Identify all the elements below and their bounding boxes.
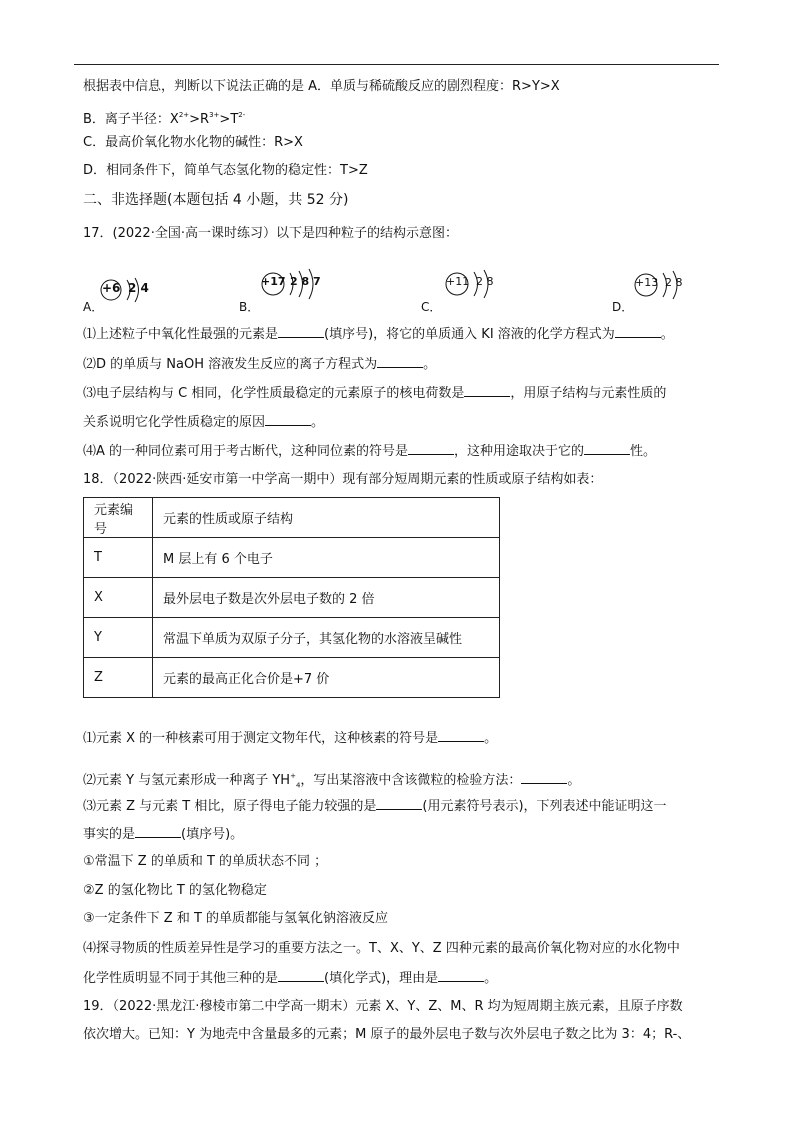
table-row [84,578,500,618]
option-d: D．相同条件下，简单气态氢化物的稳定性：T>Z [83,163,368,178]
section-title: 二、非选择题(本题包括 4 小题，共 52 分) [83,192,349,208]
answer-blank[interactable] [521,771,567,784]
answer-blank[interactable] [438,969,484,982]
q17-part2: ⑵D 的单质与 NaOH 溶液发生反应的离子方程式为 。 [83,357,437,372]
table-cell: X [84,578,153,618]
table-row [84,618,500,658]
answer-blank[interactable] [376,797,422,810]
table-cell: 最外层电子数是次外层电子数的 2 倍 [153,578,500,618]
table-cell: 常温下单质为双原子分子，其氢化物的水溶液呈碱性 [153,618,500,658]
table-cell: 元素的最高正化合价是+7 价 [153,658,500,698]
q18-part4-cont: 化学性质明显不同于其他三种的是 (填化学式)，理由是 。 [83,971,498,986]
answer-blank[interactable] [438,729,484,742]
q18-option-3: ③一定条件下 Z 和 T 的单质都能与氢氧化钠溶液反应 [83,911,389,926]
atom-diagram-b: B． +17 2 8 7 [239,268,329,316]
q17-part4: ⑷A 的一种同位素可用于考古断代，这种同位素的符号是 ，这种用途取决于它的 性。 [83,444,657,459]
table-header-row [84,498,500,538]
atom-diagram-c: C． +11 2 8 [421,268,511,316]
table-header-cell: 元素的性质或原子结构 [153,498,500,538]
answer-blank[interactable] [278,325,324,338]
table-header-cell: 元素编号 [84,498,153,538]
atom-diagram-d: D． +13 2 8 [612,268,702,316]
q17-part1: ⑴上述粒子中氧化性最强的元素是 (填序号)，将它的单质通入 KI 溶液的化学方程式为 。 [83,327,674,342]
q17-part3-cont: 关系说明它化学性质稳定的原因 。 [83,415,325,430]
table-row [84,658,500,698]
table-cell: Z [84,658,153,698]
answer-blank[interactable] [265,413,311,426]
option-b: B．离子半径：$X^{2+}>R^{3+}>T^{2-}$ [83,111,246,127]
answer-blank[interactable] [464,384,510,397]
q18-part3: ⑶元素 Z 与元素 T 相比，原子得电子能力较强的是 (用元素符号表示)，下列表述中能证明这一 [83,799,667,814]
q18-option-2: ②Z 的氢化物比 T 的氢化物稳定 [83,883,267,898]
element-table [83,497,500,698]
table-row [84,538,500,578]
header-rule [74,64,719,65]
table-cell: T [84,538,153,578]
table-cell: M 层上有 6 个电子 [153,538,500,578]
q18-part4: ⑷探寻物质的性质差异性是学习的重要方法之一。T、X、Y、Z 四种元素的最高价氧化物对应的水化物中 [83,941,680,956]
answer-blank[interactable] [135,825,181,838]
q17-part3: ⑶电子层结构与 C 相同，化学性质最稳定的元素原子的核电荷数是 ，用原子结构与元素性质的 [83,386,667,401]
answer-blank[interactable] [408,442,454,455]
q17-stem: 17．(2022·全国·高一课时练习）以下是四种粒子的结构示意图： [83,226,458,241]
q18-part3-cont: 事实的是 (填序号)。 [83,827,244,842]
table-cell: Y [84,618,153,658]
answer-blank[interactable] [377,355,423,368]
atom-diagram-a: A． +6 2 4 [83,276,163,316]
answer-blank[interactable] [278,969,324,982]
q19-line1: 19．（2022·黑龙江·穆棱市第二中学高一期末）元素 X、Y、Z、M、R 均为短周期主族元素，且原子序数 [83,999,683,1014]
q19-line2: 依次增大。已知：Y 为地壳中含量最多的元素；M 原子的最外层电子数与次外层电子数之比为 3：4；R-、 [83,1027,691,1042]
option-c: C．最高价氧化物水化物的碱性：R>X [83,135,303,150]
q18-option-1: ①常温下 Z 的单质和 T 的单质状态不同 ； [83,854,328,869]
q18-part1: ⑴元素 X 的一种核素可用于测定文物年代，这种核素的符号是 。 [83,731,498,746]
answer-blank[interactable] [584,442,630,455]
answer-blank[interactable] [615,325,661,338]
q18-stem: 18．（2022·陕西·延安市第一中学高一期中）现有部分短周期元素的性质或原子结构如表： [83,472,603,487]
intro-line: 根据表中信息，判断以下说法正确的是 A．单质与稀硫酸反应的剧烈程度：R>Y>X [83,79,560,94]
q18-part2: ⑵元素 Y 与氢元素形成一种离子 $YH^+_4$，写出某溶液中含该微粒的检验方法： 。 [83,772,581,790]
